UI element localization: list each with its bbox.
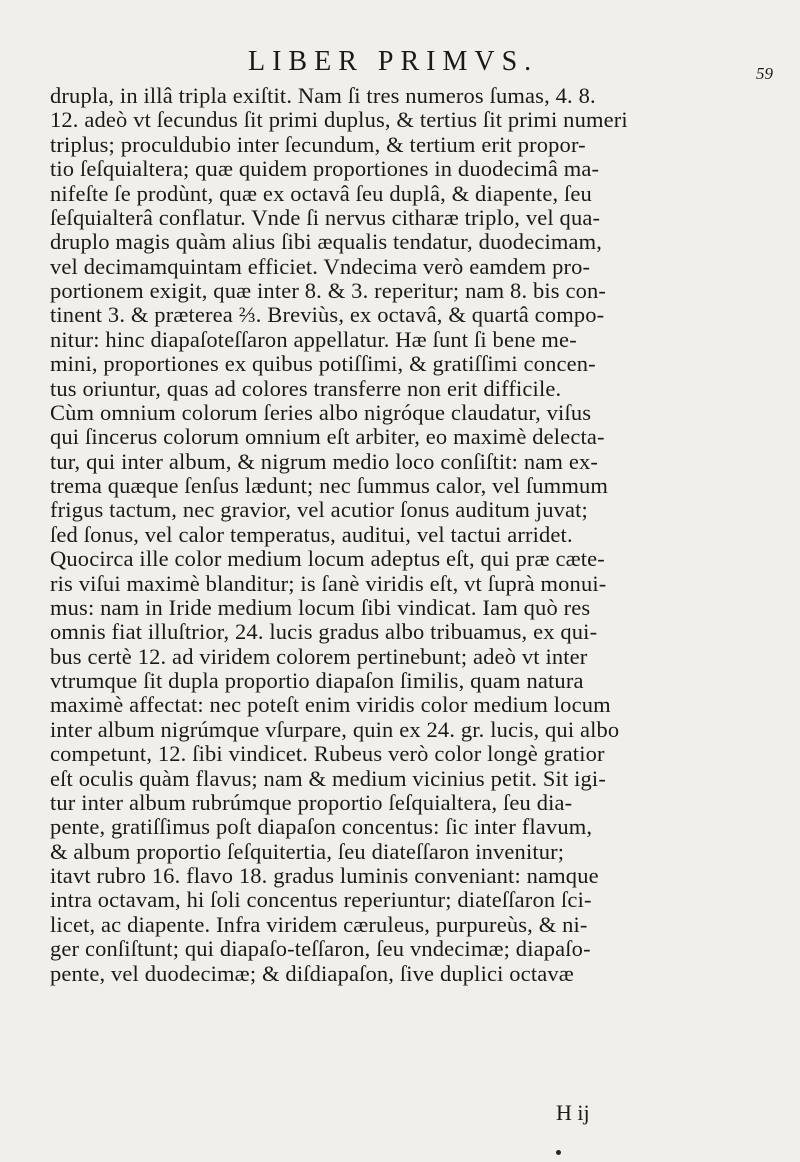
text-line: portionem exigit, quæ inter 8. & 3. reperitur; nam 8. bis con- <box>50 279 607 303</box>
text-line: vel decimamquintam efficiet. Vndecima verò eamdem pro- <box>50 254 591 279</box>
ink-dot <box>556 1150 561 1155</box>
text-line: tio ſeſquialtera; quæ quidem proportiones in duodecimâ ma- <box>50 157 600 182</box>
running-head: LIBER PRIMVS. <box>248 46 539 77</box>
text-line: itavt rubro 16. flavo 18. gradus luminis conveniant: namque <box>50 864 599 888</box>
page-number: 59 <box>756 64 773 83</box>
text-line: pente, vel duodecimæ; & diſdiapaſon, ſive duplici octavæ <box>50 961 574 986</box>
text-line: nitur: hinc diapaſoteſſaron appellatur. Hæ ſunt ſi bene me- <box>50 327 577 352</box>
text-line: omnis fiat illuſtrior, 24. lucis gradus albo tribuamus, ex qui- <box>50 620 598 645</box>
text-line: ris viſui maximè blanditur; is ſanè viridis eſt, vt ſuprà monui- <box>50 571 607 596</box>
signature-mark: H ij <box>556 1100 590 1125</box>
text-line: bus certè 12. ad viridem colorem pertinebunt; adeò vt inter <box>50 644 588 669</box>
text-line: nifeſte ſe prodùnt, quæ ex octavâ ſeu duplâ, & diapente, ſeu <box>50 181 592 206</box>
text-line: triplus; proculdubio inter ſecundum, & tertium erit propor- <box>50 132 586 157</box>
text-line: mus: nam in Iride medium locum ſibi vindicat. Iam quò res <box>50 595 591 620</box>
text-line: pente, gratiſſimus poſt diapaſon concentus: ſic inter flavum, <box>50 815 593 840</box>
text-line: licet, ac diapente. Infra viridem cæruleus, purpureùs, & ni- <box>50 912 588 937</box>
text-line: druplo magis quàm alius ſibi æqualis tendatur, duodecimam, <box>50 230 603 255</box>
text-line: trema quæque ſenſus lædunt; nec ſummus calor, vel ſummum <box>50 474 609 498</box>
text-line: qui ſincerus colorum omnium eſt arbiter, eo maximè delecta- <box>50 425 605 450</box>
text-line: tur inter album rubrúmque proportio ſeſquialtera, ſeu dia- <box>50 790 573 815</box>
text-line: inter album nigrúmque vſurpare, quin ex 24. gr. lucis, qui albo <box>50 717 620 742</box>
body-text <box>50 84 765 986</box>
text-line: vtrumque ſit dupla proportio diapaſon ſimilis, quam natura <box>50 669 584 693</box>
text-line: tur, qui inter album, & nigrum medio loco conſiſtit: nam ex- <box>50 449 598 474</box>
text-line: tinent 3. & prætereа ⅔. Breviùs, ex octavâ, & quartâ compo- <box>50 303 605 328</box>
text-line: mini, proportiones ex quibus potiſſimi, & gratiſſimi concen- <box>50 352 596 377</box>
text-line: ſeſquialterâ conflatur. Vnde ſi nervus citharæ triplo, vel qua- <box>50 205 601 230</box>
text-line: ſed ſonus, vel calor temperatus, auditui, vel tactui arridet. <box>50 522 573 547</box>
text-line: intra octavam, hi ſoli concentus reperiuntur; diateſſaron ſci- <box>50 888 592 913</box>
text-line: competunt, 12. ſibi vindicet. Rubeus verò color longè gratior <box>50 742 605 767</box>
text-line: 12. adeò vt ſecundus ſit primi duplus, & tertius ſit primi numeri <box>50 108 628 133</box>
text-line: tus oriuntur, quas ad colores transferre non erit difficile. <box>50 376 562 401</box>
text-line: eſt oculis quàm flavus; nam & medium vicinius petit. Sit igi- <box>50 766 606 791</box>
text-line: Quocirca ille color medium locum adeptus eſt, qui præ cæte- <box>50 547 605 572</box>
text-line: ger conſiſtunt; qui diapaſo-teſſaron, ſeu vndecimæ; diapaſo- <box>50 937 591 962</box>
text-line: maximè affectat: nec poteſt enim viridis color medium locum <box>50 693 611 718</box>
text-line: frigus tactum, nec gravior, vel acutior ſonus auditum juvat; <box>50 498 588 523</box>
text-line: Cùm omnium colorum ſeries albo nigróque claudatur, viſus <box>50 400 592 425</box>
text-line: & album proportio ſeſquitertia, ſeu diateſſaron invenitur; <box>50 839 565 864</box>
text-line: drupla, in illâ tripla exiſtit. Nam ſi tres numeros ſumas, 4. 8. <box>50 84 596 108</box>
